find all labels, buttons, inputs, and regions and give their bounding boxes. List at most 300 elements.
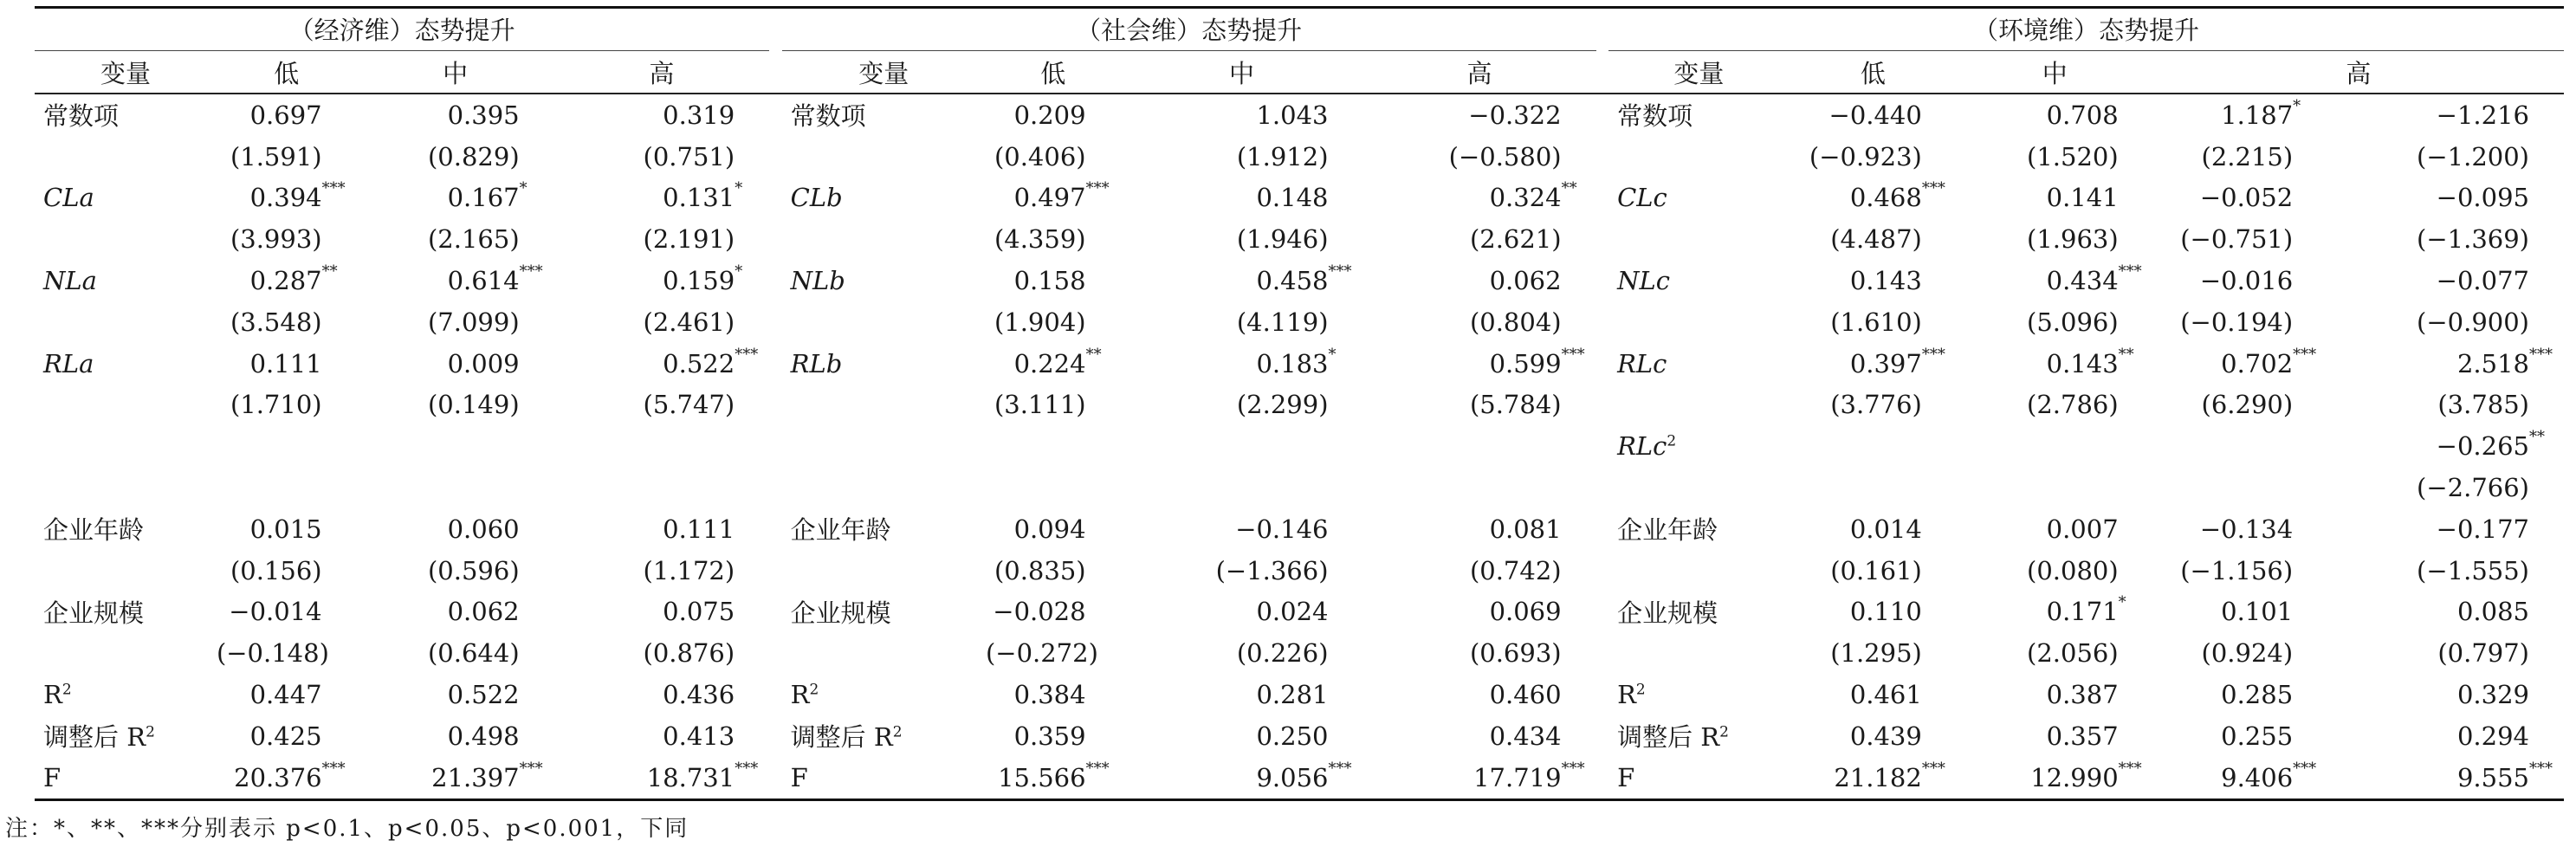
coefficient-value: 0.158	[1013, 266, 1086, 296]
coefficient-value: (0.161)	[1830, 555, 1922, 585]
value-cell	[1121, 385, 1363, 426]
row-label	[782, 301, 986, 343]
value-cell	[1363, 385, 1596, 426]
value-cell	[2327, 178, 2564, 219]
coefficient-value: (6.290)	[2201, 390, 2294, 420]
value-cell	[357, 550, 554, 592]
value-cell	[554, 467, 770, 508]
row-label-text: 企业规模	[1617, 598, 1718, 628]
value-cell	[1790, 508, 1957, 550]
coefficient-value: 0.498	[447, 721, 520, 751]
coefficient-value: (−1.555)	[2417, 555, 2529, 585]
significance-stars: ***	[2118, 262, 2142, 281]
value-cell	[986, 343, 1121, 385]
row-label-text: 调整后 R	[790, 722, 893, 753]
value-cell	[554, 550, 770, 592]
significance-stars: *	[735, 262, 743, 281]
coefficient-value: (2.621)	[1469, 224, 1562, 255]
row-label	[1608, 260, 1790, 301]
coefficient-value: (0.804)	[1469, 307, 1562, 337]
value-cell	[554, 136, 770, 178]
coefficient-value: (−2.766)	[2417, 473, 2529, 503]
row-label-text: F	[1617, 762, 1635, 792]
significance-stars: **	[2529, 428, 2545, 447]
row-label	[782, 757, 986, 799]
superscript-2: 2	[61, 681, 72, 699]
row-label	[1608, 508, 1790, 550]
coefficient-value: 0.357	[2046, 721, 2119, 751]
coefficient-value: (1.710)	[230, 390, 322, 420]
significance-stars: *	[735, 179, 743, 198]
coefficient-value: 0.141	[2046, 183, 2119, 213]
coefficient-value: 20.376	[234, 762, 322, 792]
coefficient-value: (−0.272)	[985, 638, 1098, 669]
value-cell	[2153, 550, 2328, 592]
value-cell	[1957, 550, 2153, 592]
coefficient-value: −0.440	[1828, 100, 1922, 130]
row-label-text: 常数项	[1617, 101, 1693, 132]
coefficient-value: (−1.369)	[2417, 224, 2529, 255]
group-gap	[1596, 715, 1608, 757]
coefficient-value: (7.099)	[427, 307, 520, 337]
coefficient-value: 0.461	[1849, 680, 1922, 710]
coefficient-value: 0.255	[2221, 721, 2294, 751]
row-label	[782, 715, 986, 757]
coefficient-value: (1.946)	[1236, 224, 1329, 255]
row-label	[35, 632, 217, 674]
value-cell	[1790, 632, 1957, 674]
group-gap	[1596, 550, 1608, 592]
coefficient-value: 0.111	[249, 348, 322, 378]
value-cell	[217, 550, 357, 592]
row-label	[1608, 301, 1790, 343]
column-header-econ-2: 中	[357, 51, 554, 94]
row-label-text: NLa	[43, 266, 97, 296]
group-gap	[769, 425, 781, 467]
row-label	[782, 550, 986, 592]
row-label	[782, 508, 986, 550]
coefficient-value: (0.156)	[230, 555, 322, 585]
row-label	[35, 592, 217, 633]
row-label-text: 企业年龄	[790, 515, 891, 546]
group-gap	[1596, 508, 1608, 550]
coefficient-value: (3.785)	[2437, 390, 2529, 420]
value-cell	[217, 508, 357, 550]
value-cell	[1790, 715, 1957, 757]
significance-stars: ***	[2293, 759, 2317, 778]
row-label-text: CLb	[790, 183, 843, 213]
coefficient-value: (4.487)	[1830, 224, 1922, 255]
value-cell	[1957, 632, 2153, 674]
table-row	[35, 715, 2564, 757]
value-cell	[1957, 508, 2153, 550]
row-label	[35, 385, 217, 426]
coefficient-value: 0.468	[1849, 183, 1922, 213]
value-cell	[1790, 385, 1957, 426]
value-cell	[1790, 301, 1957, 343]
coefficient-value: (5.096)	[2027, 307, 2119, 337]
coefficient-value: −0.052	[2199, 183, 2294, 213]
value-cell	[554, 301, 770, 343]
table-row	[35, 260, 2564, 301]
value-cell	[2153, 757, 2328, 799]
value-cell	[1790, 425, 1957, 467]
value-cell	[1957, 301, 2153, 343]
value-cell	[1790, 550, 1957, 592]
value-cell	[1957, 715, 2153, 757]
group-title-econ: （经济维）态势提升	[35, 7, 769, 51]
value-cell	[2153, 301, 2328, 343]
coefficient-value: (2.461)	[643, 307, 735, 337]
coefficient-value: 0.024	[1256, 597, 1329, 627]
value-cell	[2327, 385, 2564, 426]
significance-stars: ***	[1921, 759, 1945, 778]
significance-stars: ***	[1328, 759, 1352, 778]
row-label-text: 企业年龄	[43, 515, 145, 546]
value-cell	[986, 218, 1121, 260]
column-header-soc-0: 变量	[782, 51, 986, 94]
value-cell	[1790, 260, 1957, 301]
significance-stars: ***	[1921, 345, 1945, 364]
row-label	[1608, 592, 1790, 633]
row-label	[35, 94, 217, 136]
value-cell	[357, 425, 554, 467]
coefficient-value: (5.747)	[643, 390, 735, 420]
coefficient-value: (0.226)	[1236, 638, 1329, 669]
group-gap	[769, 51, 781, 94]
value-cell	[2153, 425, 2328, 467]
value-cell	[2153, 674, 2328, 715]
coefficient-value: 0.007	[2046, 514, 2119, 544]
group-gap	[1596, 385, 1608, 426]
value-cell	[217, 301, 357, 343]
row-label	[782, 94, 986, 136]
coefficient-value: (1.520)	[2027, 141, 2119, 171]
coefficient-value: 0.281	[1256, 680, 1329, 710]
coefficient-value: 0.014	[1849, 514, 1922, 544]
value-cell	[1957, 343, 2153, 385]
row-label	[782, 425, 986, 467]
value-cell	[1790, 343, 1957, 385]
value-cell	[2327, 550, 2564, 592]
row-label	[35, 178, 217, 219]
coefficient-value: 0.522	[447, 680, 520, 710]
coefficient-value: 0.287	[249, 266, 322, 296]
row-label	[1608, 94, 1790, 136]
value-cell	[1363, 301, 1596, 343]
group-gap	[1596, 136, 1608, 178]
coefficient-value: 0.413	[663, 721, 735, 751]
value-cell	[357, 178, 554, 219]
coefficient-value: (0.596)	[427, 555, 520, 585]
value-cell	[1121, 467, 1363, 508]
coefficient-value: (−0.148)	[216, 638, 329, 669]
table-bottom-rule	[35, 799, 2564, 801]
coefficient-value: −0.146	[1235, 514, 1329, 544]
value-cell	[986, 178, 1121, 219]
value-cell	[1363, 136, 1596, 178]
row-label-text: 企业规模	[790, 598, 891, 628]
group-gap	[1596, 674, 1608, 715]
row-label	[1608, 136, 1790, 178]
row-label	[35, 674, 217, 715]
coefficient-value: 0.143	[2046, 348, 2119, 378]
value-cell	[357, 260, 554, 301]
table-row	[35, 136, 2564, 178]
value-cell	[217, 136, 357, 178]
coefficient-value: (−0.194)	[2180, 307, 2294, 337]
coefficient-value: 0.614	[447, 266, 520, 296]
row-label	[1608, 178, 1790, 219]
group-gap	[769, 343, 781, 385]
coefficient-value: 21.397	[431, 762, 520, 792]
coefficient-value: 0.384	[1013, 680, 1086, 710]
row-label	[35, 715, 217, 757]
column-header-econ-1: 低	[217, 51, 357, 94]
value-cell	[357, 301, 554, 343]
value-cell	[1363, 508, 1596, 550]
value-cell	[2327, 425, 2564, 467]
group-gap	[769, 385, 781, 426]
coefficient-value: 0.294	[2456, 721, 2529, 751]
coefficient-value: (1.963)	[2027, 224, 2119, 255]
coefficient-value: (0.693)	[1469, 638, 1562, 669]
table-row	[35, 467, 2564, 508]
table-row	[35, 508, 2564, 550]
value-cell	[1957, 385, 2153, 426]
row-label	[35, 218, 217, 260]
coefficient-value: 0.497	[1013, 183, 1086, 213]
row-label-text: F	[43, 762, 61, 792]
value-cell	[1121, 301, 1363, 343]
coefficient-value: (−1.200)	[2417, 141, 2529, 171]
table-row	[35, 178, 2564, 219]
coefficient-value: 0.708	[2046, 100, 2119, 130]
value-cell	[554, 592, 770, 633]
value-cell	[1363, 674, 1596, 715]
row-label	[782, 343, 986, 385]
coefficient-value: (0.835)	[994, 555, 1086, 585]
value-cell	[1363, 425, 1596, 467]
coefficient-value: −0.265	[2436, 431, 2529, 462]
row-label	[35, 343, 217, 385]
row-label-text: NLc	[1617, 266, 1670, 296]
significance-stars: ***	[321, 759, 346, 778]
coefficient-value: 0.425	[249, 721, 322, 751]
significance-stars: **	[1561, 179, 1577, 198]
row-label-text: 企业年龄	[1617, 515, 1718, 546]
coefficient-value: (1.904)	[994, 307, 1086, 337]
coefficient-value: (1.591)	[230, 141, 322, 171]
value-cell	[217, 343, 357, 385]
table-row	[35, 757, 2564, 799]
coefficient-value: (0.829)	[427, 141, 520, 171]
coefficient-value: (2.299)	[1236, 390, 1329, 420]
row-label	[782, 632, 986, 674]
table-row	[35, 343, 2564, 385]
value-cell	[554, 218, 770, 260]
coefficient-value: 0.062	[447, 597, 520, 627]
coefficient-value: 0.324	[1489, 183, 1562, 213]
row-label	[782, 136, 986, 178]
value-cell	[217, 467, 357, 508]
coefficient-value: 9.056	[1256, 762, 1329, 792]
value-cell	[1121, 674, 1363, 715]
coefficient-value: 2.518	[2456, 348, 2529, 378]
coefficient-value: (4.119)	[1236, 307, 1329, 337]
significance-stars: *	[2293, 96, 2301, 115]
superscript-2: 2	[146, 723, 155, 741]
value-cell	[1957, 178, 2153, 219]
value-cell	[2153, 592, 2328, 633]
coefficient-value: −0.177	[2436, 514, 2529, 544]
value-cell	[217, 94, 357, 136]
value-cell	[217, 757, 357, 799]
row-label	[35, 467, 217, 508]
value-cell	[554, 343, 770, 385]
coefficient-value: 17.719	[1473, 762, 1562, 792]
group-gap	[1596, 592, 1608, 633]
table-row	[35, 94, 2564, 136]
row-label-text: RLb	[790, 348, 843, 378]
significance-stars: *	[519, 179, 527, 198]
value-cell	[357, 467, 554, 508]
coefficient-value: 0.395	[447, 100, 520, 130]
coefficient-value: (4.359)	[994, 224, 1086, 255]
coefficient-value: −0.077	[2436, 266, 2529, 296]
coefficient-value: 0.094	[1013, 514, 1086, 544]
value-cell	[1121, 550, 1363, 592]
column-header-soc-3: 高	[1363, 51, 1596, 94]
value-cell	[217, 592, 357, 633]
coefficient-value: 0.171	[2046, 597, 2119, 627]
value-cell	[986, 301, 1121, 343]
coefficient-value: 15.566	[998, 762, 1086, 792]
group-gap	[769, 301, 781, 343]
group-gap	[1596, 467, 1608, 508]
row-label	[782, 218, 986, 260]
row-label	[1608, 674, 1790, 715]
group-gap	[769, 592, 781, 633]
coefficient-value: 0.081	[1489, 514, 1562, 544]
column-header-row	[35, 51, 2564, 94]
value-cell	[1790, 467, 1957, 508]
coefficient-value: −0.134	[2199, 514, 2294, 544]
coefficient-value: (−0.923)	[1809, 141, 1922, 171]
value-cell	[1363, 632, 1596, 674]
significance-stars: ***	[519, 759, 543, 778]
row-label	[35, 136, 217, 178]
value-cell	[1957, 592, 2153, 633]
row-label-text: 常数项	[790, 101, 866, 132]
group-gap	[1596, 260, 1608, 301]
coefficient-value: (1.295)	[1830, 638, 1922, 669]
value-cell	[986, 94, 1121, 136]
value-cell	[554, 425, 770, 467]
row-label	[1608, 757, 1790, 799]
row-label	[35, 260, 217, 301]
value-cell	[2327, 508, 2564, 550]
significance-stars: ***	[1561, 759, 1585, 778]
significance-stars: **	[1085, 345, 1102, 364]
value-cell	[1121, 592, 1363, 633]
value-cell	[2153, 715, 2328, 757]
value-cell	[2327, 260, 2564, 301]
coefficient-value: 12.990	[2030, 762, 2119, 792]
value-cell	[217, 260, 357, 301]
value-cell	[357, 757, 554, 799]
significance-stars: ***	[2293, 345, 2317, 364]
value-cell	[2153, 343, 2328, 385]
value-cell	[2327, 715, 2564, 757]
row-label-text: 常数项	[43, 101, 120, 132]
coefficient-value: (0.742)	[1469, 555, 1562, 585]
coefficient-value: (3.548)	[230, 307, 322, 337]
value-cell	[357, 592, 554, 633]
group-gap	[769, 674, 781, 715]
coefficient-value: 0.434	[1489, 721, 1562, 751]
group-gap	[1596, 425, 1608, 467]
value-cell	[1790, 674, 1957, 715]
row-label	[782, 385, 986, 426]
coefficient-value: 0.062	[1489, 266, 1562, 296]
value-cell	[2153, 94, 2328, 136]
coefficient-value: 0.085	[2456, 597, 2529, 627]
value-cell	[217, 218, 357, 260]
value-cell	[986, 385, 1121, 426]
coefficient-value: 18.731	[646, 762, 735, 792]
significance-stars: *	[1328, 345, 1337, 364]
value-cell	[554, 94, 770, 136]
table-row	[35, 550, 2564, 592]
coefficient-value: 0.159	[663, 266, 735, 296]
value-cell	[357, 343, 554, 385]
group-gap	[769, 218, 781, 260]
coefficient-value: (2.165)	[427, 224, 520, 255]
coefficient-value: (−0.900)	[2417, 307, 2529, 337]
coefficient-value: (2.191)	[643, 224, 735, 255]
value-cell	[1121, 218, 1363, 260]
value-cell	[2153, 178, 2328, 219]
group-gap	[769, 467, 781, 508]
value-cell	[1363, 218, 1596, 260]
value-cell	[554, 385, 770, 426]
superscript-2: 2	[1667, 432, 1677, 450]
value-cell	[1957, 757, 2153, 799]
value-cell	[2327, 136, 2564, 178]
group-header-row	[35, 7, 2564, 51]
group-gap	[1596, 757, 1608, 799]
coefficient-value: (−0.751)	[2180, 224, 2294, 255]
coefficient-value: (0.149)	[427, 390, 520, 420]
value-cell	[2153, 260, 2328, 301]
significance-stars: ***	[321, 179, 346, 198]
group-gap	[1596, 178, 1608, 219]
value-cell	[357, 508, 554, 550]
value-cell	[1121, 757, 1363, 799]
value-cell	[1363, 343, 1596, 385]
significance-stars: *	[2118, 593, 2126, 612]
coefficient-value: −0.095	[2436, 183, 2529, 213]
value-cell	[986, 674, 1121, 715]
value-cell	[217, 178, 357, 219]
coefficient-value: 0.101	[2221, 597, 2294, 627]
value-cell	[1121, 94, 1363, 136]
value-cell	[986, 425, 1121, 467]
value-cell	[217, 385, 357, 426]
coefficient-value: 0.387	[2046, 680, 2119, 710]
table-row	[35, 632, 2564, 674]
